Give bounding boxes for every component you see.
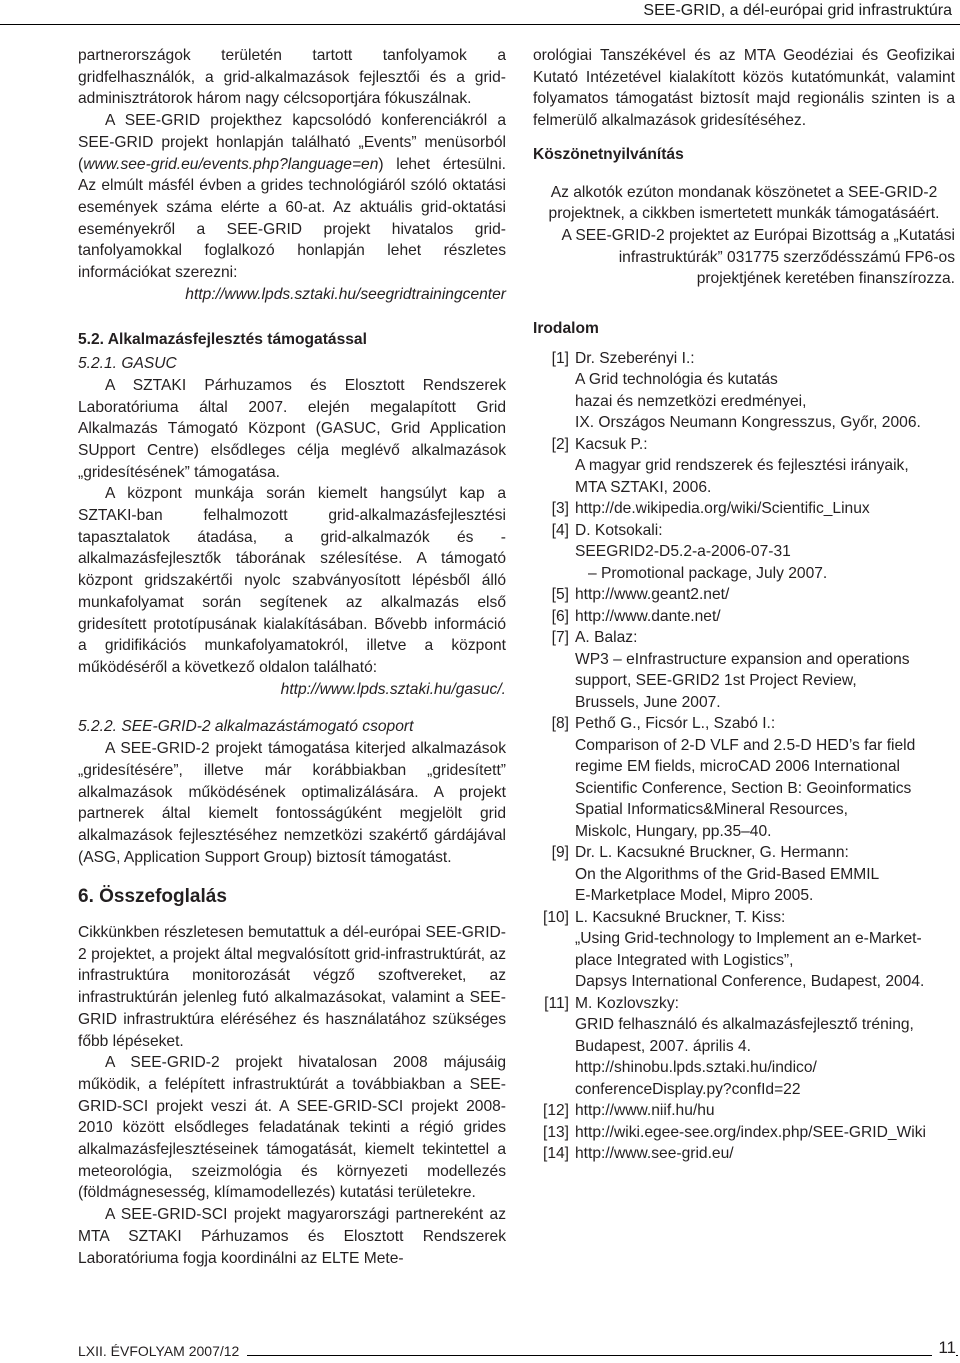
paragraph: orológiai Tanszékével és az MTA Geodéziai és Geofizikai Kutató Intézetével kialakított közös kutatómunkát, valamint folyamatos támogatást biztosít majd regionális szinten is a felmerülő alkalmazások gridesítéséhez. <box>533 47 955 130</box>
reference-line: Dr. L. Kacsukné Bruckner, G. Hermann: <box>575 844 849 862</box>
reference-line: regime EM fields, microCAD 2006 International <box>575 758 901 776</box>
reference-line: support, SEE-GRID2 1st Project Review, <box>575 672 857 690</box>
section-heading-5-2-1: 5.2.1. GASUC <box>78 355 177 373</box>
reference-line: A Grid technológia és kutatás <box>575 371 778 389</box>
reference-item <box>533 520 955 585</box>
acknowledgement-heading: Köszönetnyilvánítás <box>533 145 684 163</box>
reference-body <box>575 348 955 434</box>
reference-line: place Integrated with Logistics”, <box>575 951 794 969</box>
reference-item <box>533 1143 955 1165</box>
reference-line: D. Kotsokali: <box>575 521 663 539</box>
paragraph: partnerországok területén tartott tanfolyamok a gridfelhasználók, a grid-alkalmazások fejlesztői és a grid-adminisztrátorok három nagy célcsoportjára fókuszálnak. <box>78 47 506 108</box>
reference-body <box>575 1122 955 1144</box>
reference-item <box>533 498 955 520</box>
reference-number: [6] <box>551 607 569 625</box>
reference-number: [14] <box>542 1145 569 1163</box>
reference-body <box>575 993 955 1101</box>
reference-line: L. Kacsukné Bruckner, T. Kiss: <box>575 908 786 926</box>
reference-line: Dr. Szeberényi I.: <box>575 349 695 367</box>
reference-number: [2] <box>551 435 569 453</box>
paragraph: A SEE-GRID-2 projekt hivatalosan 2008 májusáig működik, a felépített infrastruktúrát a továbbiakban a SEE-GRID-SCI projekt veszi át. A SEE-GRID-SCI projekt 2008-2010 között elsődleges feladatának tekinti a régió grides alkalmazásfejlesztéseinek támogatását, kiemelt tekintettel a meteorológia, szeizmológia és környezeti modellezés (földmágnesesség, klímamodellezés) kutatási területekre. <box>78 1054 506 1202</box>
events-link[interactable]: www.see-grid.eu/events.php?language=en <box>83 155 379 173</box>
reference-line: Pethő G., Ficsór L., Szabó I.: <box>575 715 776 733</box>
reference-line: Miskolc, Hungary, pp.35–40. <box>575 822 772 840</box>
section-heading-6: 6. Összefoglalás <box>78 886 227 908</box>
reference-item <box>533 1100 955 1122</box>
paragraph: Cikkünkben részletesen bemutattuk a dél-európai SEE-GRID-2 projektet, a projekt által megvalósított grid-infrastruktúrát, az infrastruktúra monitorozását végző szoftvereket, az infrastruktúrán jelenleg futó alkalmazásokat, valamint a SEE-GRID infrastruktúra eléréséhez és használatához szükséges főbb lépéseket. <box>78 924 506 1050</box>
reference-item <box>533 842 955 907</box>
reference-number: [11] <box>544 994 569 1012</box>
reference-line: A magyar grid rendszerek és fejlesztési irányaik, <box>575 457 909 475</box>
page-number: 11 <box>932 1338 956 1358</box>
reference-line[interactable]: http://de.wikipedia.org/wiki/Scientific_Linux <box>575 500 870 518</box>
reference-number: [3] <box>551 500 569 518</box>
reference-body <box>575 1143 955 1165</box>
reference-line: Scientific Conference, Section B: Geoinformatics <box>575 779 912 797</box>
reference-body <box>575 713 955 842</box>
reference-item <box>533 993 955 1101</box>
reference-line[interactable]: http://www.dante.net/ <box>575 607 721 625</box>
reference-item <box>533 434 955 499</box>
reference-list <box>533 348 955 1165</box>
reference-body <box>575 606 955 628</box>
paragraph: A SEE-GRID-2 projekt támogatása kiterjed alkalmazások „gridesítésére”, illetve már korábbiakban „gridesített” alkalmazások működésének optimalizálására. A projekt partnerek által kiemelt fontosságúként megjelölt grid alkalmazások fejlesztéséhez nemzetközi szakértő gárdájával (ASG, Application Support Group) biztosít támogatást. <box>78 740 506 866</box>
reference-item <box>533 713 955 842</box>
section-heading-5-2-2: 5.2.2. SEE-GRID-2 alkalmazástámogató csoport <box>78 718 414 736</box>
reference-body <box>575 434 955 499</box>
reference-number: [7] <box>551 629 569 647</box>
reference-item <box>533 348 955 434</box>
reference-line: Kacsuk P.: <box>575 435 648 453</box>
paragraph <box>78 110 506 284</box>
reference-line[interactable]: http://shinobu.lpds.sztaki.hu/indico/ <box>575 1059 817 1077</box>
reference-number: [1] <box>551 349 569 367</box>
reference-line: A. Balaz: <box>575 629 638 647</box>
reference-line: conferenceDisplay.py?confId=22 <box>575 1080 801 1098</box>
gasuc-link[interactable]: http://www.lpds.sztaki.hu/gasuc/. <box>280 680 506 698</box>
reference-line[interactable]: http://www.see-grid.eu/ <box>575 1145 734 1163</box>
reference-line: WP3 – eInfrastructure expansion and operations <box>575 650 910 668</box>
training-center-link[interactable]: http://www.lpds.sztaki.hu/seegridtrainingcenter <box>185 285 506 303</box>
reference-line: Dapsys International Conference, Budapest, 2004. <box>575 973 925 991</box>
reference-item <box>533 907 955 993</box>
acknowledgement-text: Az alkotók ezúton mondanak köszönetet a SEE-GRID-2 projektnek, a cikkben ismertetett munkák támogatásáért. <box>548 183 940 223</box>
reference-body <box>575 520 955 585</box>
section-heading-5-2: 5.2. Alkalmazásfejlesztés támogatással <box>78 331 367 349</box>
journal-issue: LXII. ÉVFOLYAM 2007/12 <box>78 1343 247 1359</box>
reference-item <box>533 584 955 606</box>
reference-line: hazai és nemzetközi eredményei, <box>575 392 807 410</box>
reference-line: M. Kozlovszky: <box>575 994 679 1012</box>
reference-body <box>575 842 955 907</box>
reference-line[interactable]: http://www.geant2.net/ <box>575 586 730 604</box>
reference-line[interactable]: http://wiki.egee-see.org/index.php/SEE-GRID_Wiki <box>575 1123 927 1141</box>
reference-line: – Promotional package, July 2007. <box>575 564 828 582</box>
reference-line: MTA SZTAKI, 2006. <box>575 478 712 496</box>
running-head: SEE-GRID, a dél-európai grid infrastruktúra <box>643 2 952 19</box>
reference-body <box>575 1100 955 1122</box>
reference-line: IX. Országos Neumann Kongresszus, Győr, 2006. <box>575 414 921 432</box>
reference-body <box>575 907 955 993</box>
reference-line: „Using Grid-technology to Implement an e-Market- <box>575 930 922 948</box>
reference-line[interactable]: http://www.niif.hu/hu <box>575 1102 715 1120</box>
reference-item <box>533 1122 955 1144</box>
reference-number: [10] <box>542 908 569 926</box>
paragraph: A SEE-GRID-SCI projekt magyarországi partnereként az MTA SZTAKI Párhuzamos és Elosztott Rendszerek Laboratóriuma fogja koordinálni az ELTE Mete- <box>78 1206 506 1267</box>
references-heading: Irodalom <box>533 320 599 338</box>
reference-line: E-Marketplace Model, Mipro 2005. <box>575 887 814 905</box>
left-column <box>78 45 506 1269</box>
paragraph: A központ munkája során kiemelt hangsúlyt kap a SZTAKI-ban felhalmozott grid-alkalmazásfejlesztési tapasztalatok átadása, a grid-alkalmazók és -alkalmazásfejlesztők táborának szélesítése. A támogató központ gridszakértői nyolc szabványosított lépésből álló munkafolyamat során segítenek az alkalmazás első gridesített prototípusának kialakításában. Bővebb információ a gridifikációs munkafolyamatokról, illetve a központ működéséről a következő oldalon található: <box>78 485 506 676</box>
reference-line: On the Algorithms of the Grid-Based EMMIL <box>575 865 880 883</box>
reference-line: Budapest, 2007. április 4. <box>575 1037 751 1055</box>
reference-line: GRID felhasználó és alkalmazásfejlesztő tréning, <box>575 1016 914 1034</box>
paragraph-text: ) lehet értesülni. Az elmúlt másfél évben a grides technológiáról szóló oktatási események száma elérte a 60-at. Az aktuális grid-oktatási eseményekről a SEE-GRID projekt hivatalos grid-tanfolyamokkal foglalkozó honlapján lehet részletes információkat szerezni: <box>78 155 506 282</box>
reference-number: [13] <box>542 1123 569 1141</box>
header-rule <box>0 24 960 25</box>
reference-item <box>533 606 955 628</box>
reference-number: [12] <box>542 1102 569 1120</box>
acknowledgement-funding: A SEE-GRID-2 projektet az Európai Bizottság a „Kutatási infrastruktúrák” 031775 szerződésszámú FP6-os projektjének keretében finanszírozza. <box>561 226 955 288</box>
reference-line: Spatial Informatics&Mineral Resources, <box>575 801 848 819</box>
reference-body <box>575 584 955 606</box>
reference-number: [4] <box>551 521 569 539</box>
reference-number: [9] <box>551 844 569 862</box>
reference-body <box>575 627 955 713</box>
reference-line: SEEGRID2-D5.2-a-2006-07-31 <box>575 543 791 561</box>
paragraph-text: A SEE-GRID projekthez kapcsolódó konferenciákról a SEE-GRID projekt honlapján található „Events” menüsorból ( <box>78 112 506 173</box>
reference-line: Brussels, June 2007. <box>575 693 721 711</box>
reference-line: Comparison of 2-D VLF and 2.5-D HED’s far field <box>575 736 916 754</box>
reference-number: [5] <box>551 586 569 604</box>
reference-item <box>533 627 955 713</box>
paragraph: A SZTAKI Párhuzamos és Elosztott Rendszerek Laboratóriuma által 2007. elején megalapított Grid Alkalmazás Támogató Központ (GASUC, Grid Application SUpport Centre) elsődleges célja meglévő alkalmazások „gridesítésének” támogatása. <box>78 376 506 481</box>
right-column <box>533 45 955 1165</box>
reference-number: [8] <box>551 715 569 733</box>
reference-body <box>575 498 955 520</box>
